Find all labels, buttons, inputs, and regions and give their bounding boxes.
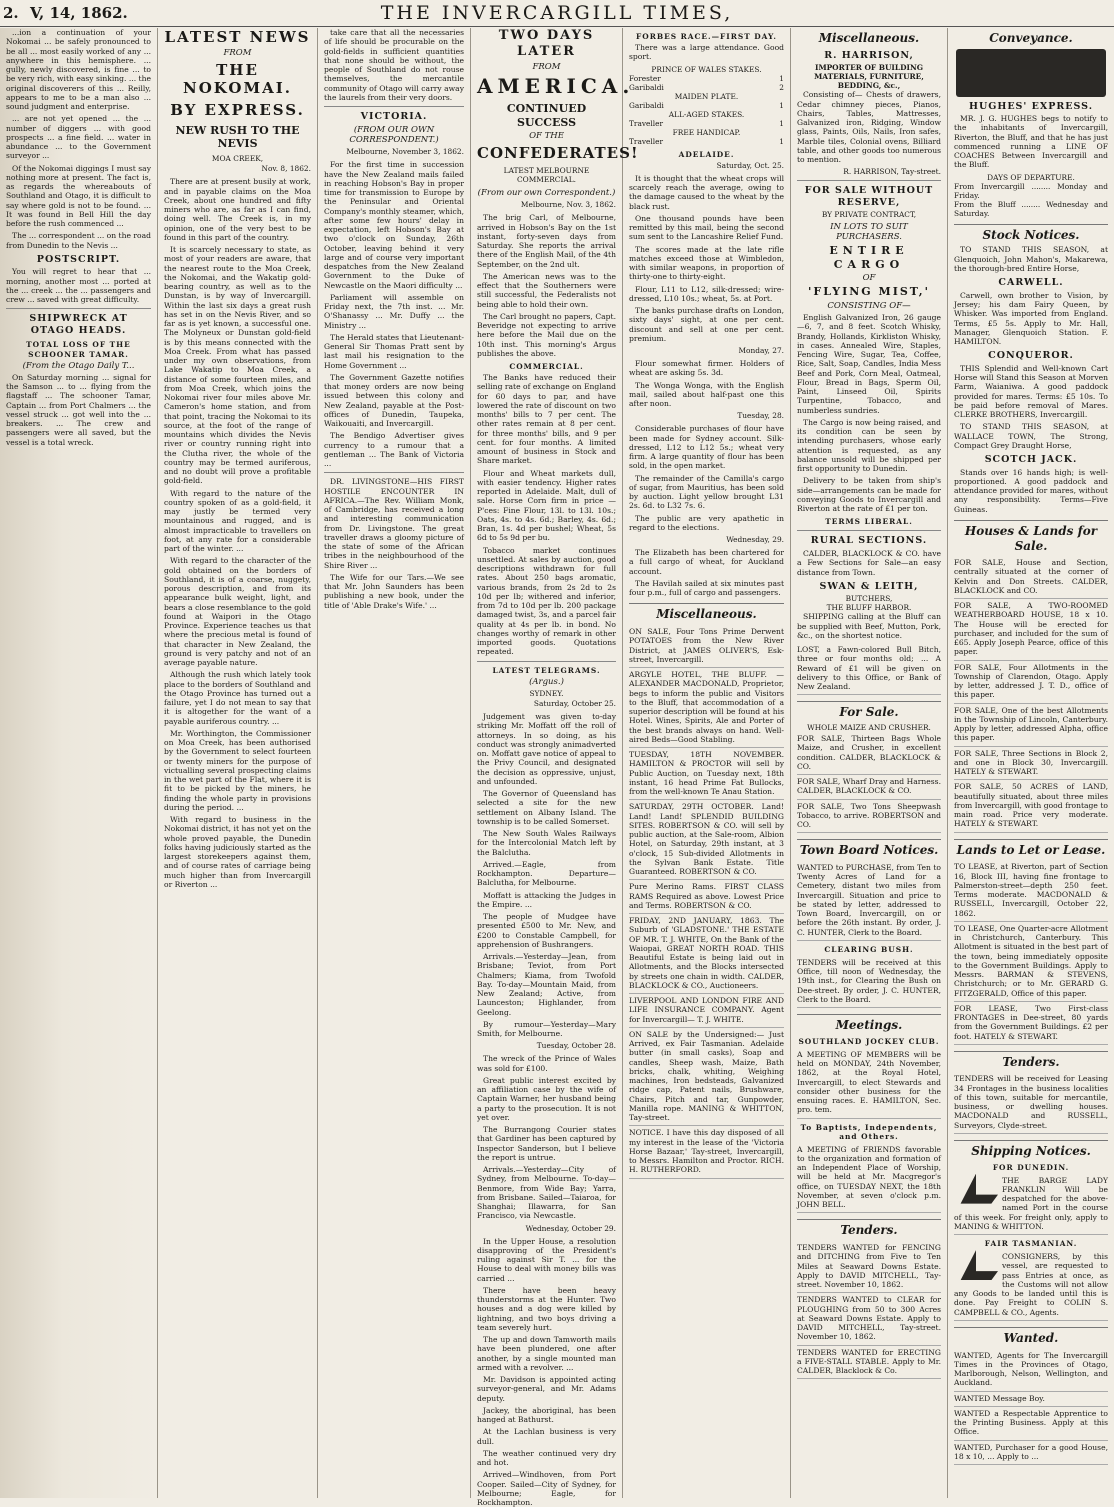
telegrams-sydney: SYDNEY. [529, 689, 564, 699]
telegram-paragraph: The Burrangong Courier states that Gardiner has been captured by Inspector Sanderson, but I believe the report is untrue. [477, 1125, 616, 1162]
headline-new-rush: NEW RUSH TO THE NEVIS [175, 123, 300, 150]
harrison-title: IMPORTER OF BUILDING MATERIALS, FURNITURE, BEDDING, &c., [814, 63, 924, 91]
carwell-text: Carwell, own brother to Vision, by Jersey; his dam Fairy Queen, by Whisker. Was imported from England. Terms, £5 5s. Apply to Mr. Hall, Manager, Glenquoich Station. F. HAMILTON. [954, 290, 1108, 347]
headline-from: FROM [223, 48, 252, 59]
article-paragraph: The Herald states that Lieutenant-General Sir Thomas Pratt sent by last mail his resignation to the Home Government ... [324, 332, 464, 370]
adelaide-paragraph: The public are very apathetic in regard to the elections. [629, 513, 784, 532]
telegram-paragraph: The weather continued very dry and hot. [477, 1448, 616, 1468]
advertisement: WANTED to PURCHASE, from Ten to Twenty Acres of Land for a Cemetery, distant two miles from Invercargill. Situation and price to be stated by letter, addressed to Town Board, Invercargill, on or before the 26th instant. By order, J. C. HUNTER, Clerk to the Board. [797, 861, 941, 941]
carwell-intro: TO STAND THIS SEASON, at Glenquoich, John Mahon's, Makarewa, the thorough-bred Entire Horse, [954, 245, 1108, 273]
advertisement: LIVERPOOL AND LONDON FIRE AND LIFE INSURANCE COMPANY. Agent for Invercargill— T. J. WHITE. [629, 994, 784, 1028]
reserve-sub2: IN LOTS TO SUIT PURCHASERS. [830, 221, 908, 242]
livingstone-paragraph: DR. LIVINGSTONE—HIS FIRST HOSTILE ENCOUNTER IN AFRICA.—The Rev. William Monk, of Cambridge, has received a long and interesting communication from Dr. Livingstone. The great traveller draws a gloomy picture of the state of some of the African tribes in the neighbourhood of the Shire River ... [324, 477, 464, 570]
scotch-name: SCOTCH JACK. [984, 454, 1078, 466]
newspaper-title: THE INVERCARGILL TIMES, [380, 2, 734, 24]
article-paragraph: The Bendigo Advertiser gives currency to a rumour that a gentleman ... The Bank of Victoria ... [324, 431, 464, 469]
advertisement: FOR SALE, Thirteen Bags Whole Maize, and Crusher, in excellent condition. CALDER, BLACKLOCK & CO. [797, 732, 941, 775]
victoria-source: (FROM OUR OWN CORRESPONDENT.) [349, 124, 439, 145]
column-2 [158, 28, 318, 1498]
adelaide-date: Monday, 27. [738, 346, 784, 356]
headline-two-days-later: TWO DAYS LATER [498, 28, 595, 59]
dateline: Melbourne, Nov. 3, 1862. [520, 200, 616, 210]
article-paragraph: The brig Carl, of Melbourne, arrived in Hobson's Bay on the 1st instant, forty-seven days from Saturday. She reports the arrival there of the English Mail, of the 4th September, on the 2nd ult. [477, 213, 616, 269]
shipwreck-heading: SHIPWRECK AT OTAGO HEADS. [29, 313, 128, 336]
section-heading-stock: Stock Notices. [954, 224, 1108, 243]
column-5 [623, 28, 791, 1498]
advertisement: WANTED a Respectable Apprentice to the Printing Business. Apply at this Office. [954, 1407, 1108, 1441]
advertisement: TENDERS WANTED to CLEAR for PLOUGHING from 50 to 300 Acres at Seaward Downs Estate. Apply to DAVID MITCHELL, Tay-street. November 10, 1862. [797, 1293, 941, 1345]
cargo-heading: ENTIRE CARGO [829, 244, 909, 271]
article-paragraph: With regard to the nature of the country spoken of as a gold-field, it may justly be termed very mountainous and rugged, and is almost impracticable to travellers on foot, at any rate for a considerable part of the winter. ... [164, 488, 311, 554]
column-4 [471, 28, 639, 1507]
advertisement: FOR SALE, Four Allotments in the Township of Clarendon, Otago. Apply by letter, addressed J. T. D., office of this paper. [954, 661, 1108, 704]
advertisement: ARGYLE HOTEL, THE BLUFF. — ALEXANDER MACDONALD, Proprietor, begs to inform the public and Visitors to the Bluff, that accommodation of a superior description will be found at his Hotel. Wines, Spirits, Ale and Porter of the best brands always on hand. Well-aired Beds—Good Stabling. [629, 668, 784, 748]
headline-america: AMERICA. [477, 74, 635, 99]
swan-sub: BUTCHERS, [845, 594, 893, 604]
masthead [0, 0, 1114, 27]
race-row [629, 137, 784, 146]
race-horse: Traveller [629, 118, 664, 128]
baptists-heading: To Baptists, Independents, and Others. [800, 1122, 938, 1141]
advertisement: TO LEASE, at Riverton, part of Section 16, Block III, having fine frontage to Palmerston-street—depth 250 feet. Terms moderate. MACDONALD & RUSSELL, Invercargill, October 22, 1862. [954, 860, 1108, 922]
cargo-ship: 'FLYING MIST,' [808, 285, 930, 299]
page-number: 2. [3, 4, 19, 22]
cargo-of: OF [862, 273, 876, 284]
telegrams-heading: LATEST TELEGRAMS. [492, 665, 601, 675]
advertisement-lost: LOST, a Fawn-colored Bull Bitch, three or four months old; ... A Reward of £1 will be given on delivery to this Office, or Bank of New Zealand. [797, 643, 941, 695]
advertisement: FOR SALE, 50 ACRES of LAND, beautifully situated, about three miles from Invercargill, with good frontage to main road. Price very moderate. HATELY & STEWART. [954, 780, 1108, 832]
advertisement: ON SALE, Four Tons Prime Derwent POTATOES from the New River District, at JAMES OLIVER'S, Esk-street, Invercargill. [629, 625, 784, 668]
headline-from: FROM [532, 61, 561, 72]
race-row [629, 110, 784, 119]
headline-confederates: CONFEDERATES! [477, 143, 639, 162]
races-heading: FORBES RACE.—FIRST DAY. [636, 32, 777, 41]
adelaide-paragraph: Considerable purchases of flour have been made for Sydney account. Silk-dressed, L12 to L12 5s.; wheat very firm. A large quantity of flour has been sold, in the open market. [629, 424, 784, 471]
issue-date: V, 14, 1862. [30, 4, 128, 22]
adelaide-paragraph: The Wonga Wonga, with the English mail, sailed about half-past one this after noon. [629, 380, 784, 409]
telegram-paragraph: The Governor of Queensland has selected a site for the new settlement on Albany Island. The township is to be called Somerset. [477, 789, 616, 826]
advertisement: WANTED Message Boy. [954, 1392, 1108, 1407]
article-paragraph: With regard to the character of the gold obtained on the borders of Southland, it is of a coarse, nuggety, porous description, and from its appearance bulk weight, light, and bears a close resemblance to the gold found at Waipori in the Otago Province. Experience teaches us that where the precious metal is found of that character in New Zealand, the ground is very patchy and not of an average payable nature. [164, 556, 311, 668]
races-intro: There was a large attendance. Good sport. [629, 43, 784, 62]
tasmanian-heading: FAIR TASMANIAN. [984, 1239, 1078, 1249]
column-7 [948, 28, 1114, 1498]
telegram-paragraph: There have been heavy thunderstorms at the Hunter. Two houses and a dog were killed by lightning, and two boys driving a team severely hurt. [477, 1285, 616, 1332]
article-paragraph: ... are not yet opened ... the ... number of diggers ... with good prospects ... a fine field. ... water in abundance ... to the Government surveyor ... [6, 114, 151, 161]
column-6 [791, 28, 948, 1498]
divider [797, 530, 941, 531]
article-paragraph: It is scarcely necessary to state, as most of your readers are aware, that the nearest route to the Moa Creek, the Nokomai, and the Wakatip gold-bearing country, as well as to the Dunstan, is by way of Invercargill. Within the last six days a great rush has set in on the Nevis River, and so far as is yet known, a successful one. The Molyneux or Dunstan gold-field is by this means connected with the Moa Creek. From what has passed under my own observations, from Lake Wakatip to Moa Creek, a distance of some fourteen miles, and from Moa Creek, which joins the Nokomai river four miles above Mr. Cameron's home station, and from that point, tracing the Nokomai to its source, at the foot of the range of mountains which divides the Nevis river or country running right into the Clutha river, the whole of the country may be termed auriferous, and no doubt will prove a profitable gold-field. [164, 245, 311, 486]
conqueror-heading: CONQUEROR. [988, 350, 1074, 362]
advertisement: FOR LEASE, Two First-class FRONTAGES in Dee-street, 80 yards from the Government Buildings. £2 per foot. HATELY & STEWART. [954, 1002, 1108, 1045]
terms-liberal: TERMS LIBERAL. [825, 517, 913, 527]
telegram-paragraph: The New South Wales Railways for the Intercolonial Match left by the Balclutha. [477, 829, 616, 857]
race-horse: Forester [629, 73, 661, 83]
postscript-heading: POSTSCRIPT. [36, 253, 121, 265]
telegram-paragraph: By rumour—Yesterday—Mary Smith, for Melbourne. [477, 1019, 616, 1039]
conqueror-text: THIS Splendid and Well-known Cart Horse will Stand this Season at Morven Farm, Waianiwa. A good paddock provided for mares. Terms: £5 10s. To be paid before removal of Mares. CLERKE BROTHERS, Invercargill. [954, 363, 1108, 420]
article-paragraph: Parliament will assemble on Friday next, the 7th inst. ... Mr. O'Shanassy ... Mr. Duffy ... the Ministry ... [324, 292, 464, 330]
race-row [629, 65, 784, 74]
cargo-note: The Cargo is now being raised, and its condition can be seen by intending purchasers, whose early attention is requested, as any balance unsold will be shipped per first opportunity to Dunedin. [797, 417, 941, 474]
advertisement: A MEETING OF MEMBERS will be held on MONDAY, 24th November, 1862, at the Royal Hotel, Invercargill, to elect Stewards and consider other business for the ensuing races. E. HAMILTON, Sec. pro. tem. [797, 1048, 941, 1119]
adelaide-paragraph: The Elizabeth has been chartered for a full cargo of wheat, for Auckland account. [629, 548, 784, 576]
advertisement: SATURDAY, 29TH OCTOBER. Land! Land! Land! SPLENDID BUILDING SITES. ROBERTSON & CO. will sell by public auction, at the Sale-room, Albion Hotel, on Saturday, 29th instant, at 3 o'clock, 15 Sub-divided Allotments in the Sylvan Bank Estate. Title Guaranteed. ROBERTSON & CO. [629, 800, 784, 880]
article-paragraph: The Government Gazette notifies that money orders are now being issued between this colony and New Zealand, payable at the Post-offices of Dunedin, Taupeka, Waikouaiti, and Invercargill. [324, 372, 464, 429]
adelaide-date: Tuesday, 28. [737, 411, 784, 421]
divider [324, 106, 464, 107]
article-paragraph: Mr. Worthington, the Commissioner on Moa Creek, has been authorised by the Government to select fourteen or twenty miners for the purpose of victualling several prospecting claims in the wet part of the Flat, where it is fit to be picked by the miners, he finding the whole party in provisions during the period. ... [164, 728, 311, 812]
adelaide-paragraph: It is thought that the wheat crops will scarcely reach the average, owing to the damage caused to the wheat by the black rust. [629, 173, 784, 211]
race-row [629, 92, 784, 101]
advertisement: CONSIGNERS, by this vessel, are requested to pass Entries at once, as the Customs will not allow any Goods to be landed until this is done. Pay Freight to COLIN S. CAMPBELL & CO., Agents. [954, 1250, 1108, 1321]
shipwreck-source: (From the Otago Daily T... [22, 360, 135, 371]
race-label: ALL-AGED STAKES. [668, 109, 745, 119]
advertisement: NOTICE. I have this day disposed of all my interest in the lease of the 'Victoria Horse Bazaar,' Tay-street, Invercargill, to Messrs. Hamilton and Proctor. RICH. H. RUTHERFORD. [629, 1126, 784, 1178]
commercial-paragraph: The Banks have reduced their selling rate of exchange on England for 60 days to par, and have lowered the rate of discount on two months' bills to 7 per cent. The other rates remain at 8 per cent. for three months' bills, and 9 per cent. for four months. A limited amount of business in Stock and Share market. [477, 373, 616, 466]
race-label: FREE HANDICAP. [672, 127, 741, 137]
race-row [629, 101, 784, 110]
section-heading-conveyance: Conveyance. [989, 31, 1073, 45]
advertisement: A MEETING of FRIENDS favorable to the organization and formation of an Independent Place of Worship, will be held at Mr. Macgregor's office, on TUESDAY NEXT, the 18th November, at seven o'clock p.m. JOHN BELL. [797, 1143, 941, 1214]
advertisement: FOR SALE, Wharf Dray and Harness. CALDER, BLACKLOCK & CO. [797, 775, 941, 800]
article-paragraph: take care that all the necessaries of life should be procurable on the gold-fields in sufficient quantities that none should be without, the people of Southland do not rouse themselves, the mercantile community of Otago will carry away the laurels from their very doors. [324, 28, 464, 102]
express-heading: HUGHES' EXPRESS. [968, 100, 1094, 112]
race-label: MAIDEN PLATE. [674, 91, 739, 101]
race-place: 1 [779, 100, 784, 110]
scotch-intro: TO STAND THIS SEASON, at WALLACE TOWN, The Strong, Compact Grey Draught Horse, [954, 422, 1108, 450]
commercial-paragraph: Tobacco market continues unsettled. At sales by auction, good descriptions withdrawn for full rates. About 250 bags aromatic, various brands, from 2s 2d to 2s 10d per lb; withered and inferior, from 7d to 10d per lb. 200 package damaged twist, 3s, and a parcel fair quality at 4s per lb. in bond. No changes worthy of remark in other imported goods. Quotations repeated. [477, 545, 616, 657]
column-1 [0, 28, 158, 1498]
article-paragraph: For the first time in succession have the New Zealand mails failed in reaching Hobson's Bay in proper time for transmission to Europe by the Peninsular and Oriental Company's monthly steamer, which, after some few hours' delay in expectation, left Hobson's Bay at two o'clock on Sunday, 26th October, leaving behind it very large and of course very important despatches from the New Zealand Government to the Duke of Newcastle on the Maori difficulty ... [324, 160, 464, 290]
divider [477, 661, 616, 662]
adelaide-paragraph: The remainder of the Camilla's cargo of sugar, from Mauritius, has been sold by auction. Light yellow brought L31 2s. 6d. to L32 7s. 6. [629, 473, 784, 511]
cargo-note: Delivery to be taken from ship's side—arrangements can be made for conveying Goods to Invercargill and Riverton at the rate of £1 per ton. [797, 476, 941, 514]
adelaide-paragraph: The scores made at the late rifle matches exceed those at Wimbledon, with similar weapons, in proportion of thirty-one to thirty-eight. [629, 244, 784, 282]
harrison-items: Consisting of— Chests of drawers, Cedar chimney pieces, Pianos, Chairs, Tables, Mattresses, Galvanized iron, Ridging, Window glass, Paints, Oils, Nails, Iron safes, Marble tiles, Colonial ovens, Billiard table, and other goods too numerous to mention. [797, 90, 941, 165]
adelaide-heading: ADELAIDE. [678, 149, 735, 159]
jockey-heading: SOUTHLAND JOCKEY CLUB. [798, 1036, 940, 1046]
rural-text: CALDER, BLACKLOCK & CO. have a Few Sections for Sale—an easy distance from Town. [797, 549, 941, 577]
advertisement: FOR SALE, A TWO-ROOMED WEATHERBOARD HOUSE, 18 x 10. The House will be erected for purchaser, and included for the sum of £65. Apply Joseph Pearce, office of this paper. [954, 599, 1108, 661]
telegram-paragraph: Arrived.—Eagle, from Rockhampton. Departure—Balclutha, for Melbourne. [477, 859, 616, 888]
adelaide-paragraph: The banks purchase drafts on London, sixty days' sight, at one per cent. discount and sell at one per cent. premium. [629, 306, 784, 343]
adelaide-paragraph: The Havilah sailed at six minutes past four p.m., full of cargo and passengers. [629, 578, 784, 598]
telegram-paragraph: Mr. Davidson is appointed acting surveyor-general, and Mr. Adams deputy. [477, 1375, 616, 1403]
coach-illustration [956, 49, 1106, 97]
telegram-paragraph: Arrivals.—Yesterday—City of Sydney, from Melbourne. To-day—Benmore, from Wide Bay; Yarra, from Brisbane. Sailed—Taiaroa, for Shanghai; Illawarra, for San Francisco, via Newcastle. [477, 1165, 616, 1221]
advertisement: THE BARGE LADY FRANKLIN Will be despatched for the above-named Port in the course of this week. For freight only, apply to MANING & WHITTON. [954, 1174, 1108, 1236]
telegram-paragraph: The people of Mudgee have presented £500 to Mr. New, and £200 to Constable Campbell, for apprehension of Bushrangers. [477, 912, 616, 949]
advertisement: TENDERS WANTED for ERECTING a FIVE-STALL STABLE. Apply to Mr. CALDER, Blacklock & Co. [797, 1346, 941, 1380]
telegram-paragraph: Great public interest excited by an affiliation case by the wife of Captain Warner, her husband being a party to the prosecution. It is not yet over. [477, 1075, 616, 1122]
rural-heading: RURAL SECTIONS. [810, 535, 928, 547]
headline-commercial: LATEST MELBOURNE COMMERCIAL. [503, 165, 590, 184]
article-paragraph: ...ion a continuation of your Nokomai ... be safely pronounced to be all ... most easily worked of any ... anywhere in this hemisphere. ... gully, newly discovered, is fine ... to be very rich, with easy sinking. ... the original discoverers of this ... Reilly, appears to me to be a man also ... sound judgment and enterprise. [6, 28, 151, 111]
clearing-heading: CLEARING BUSH. [824, 944, 914, 954]
advertisement: WANTED, Agents for The Invercargill Times in the Provinces of Otago, Marlborough, Nelson, Wellington, and Auckland. [954, 1349, 1108, 1392]
dunedin-heading: FOR DUNEDIN. [992, 1162, 1070, 1172]
reserve-sub: BY PRIVATE CONTRACT, [821, 210, 917, 220]
race-horse: Garibaldi [629, 100, 664, 110]
race-place: 2 [779, 82, 784, 92]
race-label: PRINCE OF WALES STAKES. [651, 64, 762, 74]
telegram-date: Tuesday, October 28. [536, 1041, 616, 1051]
express-text: MR. J. G. HUGHES begs to notify to the inhabitants of Invercargill, Riverton, the Bluff, and that he has just commenced running a LINE OF COACHES Between Invercargill and the Bluff. [954, 114, 1108, 170]
telegram-paragraph: Judgement was given to-day striking Mr. Moffatt off the roll of attorneys. In so doing, as his conduct was strongly animadverted on. Moffatt gave notice of appeal to the Privy Council, and designated the decision as oppressive, unjust, and unfounded. [477, 712, 616, 786]
race-results [629, 65, 784, 146]
article-paragraph: With regard to business in the Nokomai district, it has not yet on the whole proved payable, the Dunedin folks having judiciously started as the largest storekeepers against them, and of course rates of carriage being much higher than from Invercargill or Riverton ... [164, 815, 311, 889]
headline-of-the: OF THE [529, 131, 564, 142]
section-heading-lands-to-let: Lands to Let or Lease. [954, 839, 1108, 858]
cargo-list: English Galvanized Iron, 26 gauge—6, 7, and 8 feet. Scotch Whisky, Brandy, Hollands, Kirkliston Whisky, in cases. Annealed Wire, Staples, Fencing Wire, Sugar, Tea, Coffee, Rice, Salt, Soap, Candles, India Mess Beef and Pork, Corn Meal, Oatmeal, Flour, Bread in Bags, Sperm Oil, Paint, Linseed Oil, Spirits Turpentine, Tobacco, and numberless sundries. [797, 313, 941, 415]
section-heading-tenders: Tenders. [797, 1219, 941, 1238]
section-heading-meetings: Meetings. [797, 1014, 941, 1033]
advertisement: FOR SALE, Two Tons Sheepwash Tobacco, to arrive. ROBERTSON and CO. [797, 800, 941, 834]
swan-sub2: THE BLUFF HARBOR. [826, 603, 912, 613]
express-schedule: From the Bluff ........ Wednesday and Saturday. [954, 199, 1108, 218]
race-place: 1 [779, 118, 784, 128]
article-paragraph: The ... correspondent ... on the road from Dunedin to the Nevis ... [6, 231, 152, 250]
scotch-text: Stands over 16 hands high; is well-proportioned. A good paddock and attendance provided for mares, without any responsibility. Terms—Five Guineas. [954, 467, 1108, 514]
dateline-place: MOA CREEK, [211, 154, 264, 164]
advertisement: WHOLE MAIZE AND CRUSHER. [807, 723, 931, 733]
telegram-paragraph: Moffatt is attacking the Judges in the Empire. ... [477, 890, 616, 909]
carwell-name: CARWELL. [998, 277, 1064, 289]
advertisement: Pure Merino Rams. FIRST CLASS RAMS Required as above. Lowest Price and Terms. ROBERTSON & CO. [629, 880, 784, 914]
swan-text: SHIPPING calling at the Bluff can be supplied with Beef, Mutton, Pork, &c., on the shortest notice. [797, 612, 941, 640]
adelaide-paragraph: One thousand pounds have been remitted by this mail, being the second sum sent to the Lancashire Relief Fund. [629, 213, 784, 242]
advertisement: FOR SALE, House and Section, centrally situated at the corner of Kelvin and Don Streets. CALDER, BLACKLOCK and CO. [954, 556, 1108, 599]
dateline-date: Nov. 8, 1862. [261, 164, 311, 174]
race-place: 1 [779, 73, 784, 83]
headline-by-express: BY EXPRESS. [170, 101, 305, 120]
shipwreck-subheading: TOTAL LOSS OF THE SCHOONER TAMAR. [26, 340, 131, 359]
section-heading-tenders: Tenders. [954, 1051, 1108, 1070]
section-heading-shipping: Shipping Notices. [954, 1140, 1108, 1159]
section-heading-miscellaneous: Miscellaneous. [629, 603, 784, 622]
telegram-date: Wednesday, October 29. [525, 1223, 616, 1233]
column-3 [318, 28, 471, 1498]
section-heading-town-board: Town Board Notices. [797, 839, 941, 858]
article-paragraph: There are at present busily at work, and in payable claims on the Moa Creek, about one hundred and fifty miners who are, as far as I can find, doing well. The Creek is, in my opinion, one of the very best to be found in this part of the country. [164, 177, 311, 242]
telegram-paragraph: In the Upper House, a resolution disapproving of the President's ruling against Sir T. ... for the House to deal with money bills was carried ... [477, 1236, 616, 1283]
wife-paragraph: The Wife for our Tars.—We see that Mr. John Saunders has been publishing a new book, under the title of 'Able Drake's Wife.' ... [324, 572, 464, 610]
race-horse: Garibaldi [629, 82, 664, 92]
article-paragraph: Of the Nokomai diggings I must say nothing more at present. The fact is, as regards the whereabouts of Southland and Otago, it is difficult to say where gold is not to be found. ... It was found in Bell Hill the day before the rush commenced ... [6, 163, 151, 228]
article-paragraph: Although the rush which lately took place to the borders of Southland and the Otago Province has turned out a failure, yet I do not mean to say that it is altogether for the want of a payable auriferous country. ... [164, 670, 311, 726]
telegram-date: Saturday, October 25. [533, 699, 616, 709]
harrison-signature: R. HARRISON, Tay-street. [843, 167, 941, 177]
section-heading-houses: Houses & Lands for Sale. [954, 520, 1108, 553]
telegram-paragraph: The wreck of the Prince of Wales was sold for £100. [477, 1054, 616, 1073]
advertisement: ON SALE by the Undersigned:— Just Arrived, ex Fair Tasmanian. Adelaide butter (in small casks), Soap and candles, Sheep wash, Maize, Bath bricks, chalk, whiting, Weighing machines, Iron bedsteads, Galvanized ridge cap, Patent nails, Brushware, Chairs, Pitch and tar, Gunpowder, Manilla rope. MANING & WHITTON, Tay-street. [629, 1028, 784, 1127]
victoria-heading: VICTORIA. [360, 111, 428, 122]
advertisement: TENDERS will be received for Leasing 34 Frontages in the business localities of this town, suitable for mercantile, business, or dwelling houses. MACDONALD and RUSSELL, Surveyors, Clyde-street. [954, 1072, 1108, 1134]
advertisement: FRIDAY, 2ND JANUARY, 1863. The Suburb of 'GLADSTONE.' THE ESTATE OF MR. T. J. WHITE, On the Bank of the Waiopai, GREAT NORTH ROAD. THIS Beautiful Estate is being laid out in Allotments, and the Blocks intersected by streets one chain in width. CALDER, BLACKLOCK & CO., Auctioneers. [629, 914, 784, 994]
advertisement: TO LEASE, One Quarter-acre Allotment in Christchurch, Canterbury. This Allotment is situated in the best part of the town, being immediately opposite to the Government Buildings. Apply to Messrs. BARMAN & STEVENS, Christchurch; or to Mr. GERARD G. FITZGERALD, Office of this paper. [954, 922, 1108, 1002]
shipwreck-text: On Saturday morning ... signal for the Samson ... to ... flying from the flagstaff ... The schooner Tamar, Captain ... from Port Chalmers ... the vessel struck ... got well into the ... breakers. ... The crew and passengers were all saved, but the vessel is a total wreck. [6, 372, 151, 447]
section-heading-wanted: Wanted. [954, 1327, 1108, 1346]
telegram-paragraph: Arrived—Windhoven, from Port Cooper. Sailed—City of Sydney, for Melbourne; Eagle, for Rockhampton. [477, 1470, 616, 1507]
telegram-paragraph: Jackey, the aboriginal, has been hanged at Bathurst. [477, 1405, 616, 1425]
race-row [629, 119, 784, 128]
commercial-paragraph: Flour and Wheat markets dull, with easier tendency. Higher rates reported in Adelaide. Malt, dull of sale. Horse Corn firm in price — P'ces: Fine Flour, 13l. to 13l. 10s.; Oats, 4s. to 4s. 6d.; Barley, 4s. 6d.; Bran, 1s. 4d per bushel; Wheat, 5s 6d to 5s 9d per bu. [477, 468, 616, 543]
adelaide-date: Saturday, Oct. 25. [716, 160, 784, 170]
advertisement: WANTED, Purchaser for a good House, 18 x 10, ... Apply to ... [954, 1441, 1108, 1466]
adelaide-paragraph: Flour, L11 to L12, silk-dressed; wire-dressed, L10 10s.; wheat, 5s. at Port. [629, 284, 784, 303]
harrison-name: R. HARRISON, [824, 49, 914, 61]
telegram-paragraph: Arrivals.—Yesterday—Jean, from Brisbane; Teviot, from Port Chalmers; Kiama, from Twofold Bay. To-day—Mountain Maid, from New Zealand; Active, from Launceston; Highlander, from Geelong. [477, 952, 616, 1017]
article-paragraph: The Carl brought no papers, Capt. Beveridge not expecting to arrive here before the Mail due on the 10th inst. This morning's Argus publishes the above. [477, 311, 616, 358]
correspondent-source: (From our own Correspondent.) [477, 188, 616, 198]
article-paragraph: The American news was to the effect that the Southerners were still successful, the Federalists not being able to hold their own. [477, 271, 616, 309]
commercial-heading: COMMERCIAL. [509, 362, 584, 372]
advertisement: FOR SALE, Three Sections in Block 2, and one in Block 30, Invercargill. HATELY & STEWART. [954, 747, 1108, 781]
swan-heading: SWAN & LEITH, [819, 580, 919, 592]
telegrams-source: (Argus.) [529, 676, 564, 687]
section-heading-miscellaneous: Miscellaneous. [818, 31, 920, 45]
section-heading-for-sale: For Sale. [797, 701, 941, 720]
race-row [629, 74, 784, 83]
reserve-heading: FOR SALE WITHOUT RESERVE, [804, 185, 934, 208]
express-schedule: From Invercargill ........ Monday and Friday. [954, 181, 1108, 200]
race-horse: Traveller [629, 136, 664, 146]
telegram-paragraph: At the Lachlan business is very dull. [477, 1427, 616, 1446]
race-place: 1 [779, 136, 784, 146]
advertisement: TUESDAY, 18TH NOVEMBER. HAMILTON & PROCTOR will sell by Public Auction, on Tuesday next, 18th instant, 16 head Prime Fat Bullocks, from the well-known Te Anau Station. [629, 748, 784, 800]
advertisement: TENDERS WANTED for FENCING and DITCHING from Five to Ten Miles at Seaward Downs Estate. Apply to DAVID MITCHELL, Tay-street. November 10, 1862. [797, 1241, 941, 1293]
race-row [629, 128, 784, 137]
advertisement: FOR SALE, One of the best Allotments in the Township of Lincoln, Canterbury. Apply by letter, addressed Alpha, office this paper. [954, 704, 1108, 747]
race-row [629, 83, 784, 92]
divider [6, 308, 151, 309]
telegram-paragraph: The up and down Tamworth mails have been plundered, one after another, by a single mounted man armed with a revolver. ... [477, 1335, 616, 1372]
divider [797, 180, 941, 181]
adelaide-date: Wednesday, 29. [726, 535, 784, 545]
headline-latest-news: LATEST NEWS [164, 28, 311, 46]
advertisement: TENDERS will be received at this Office, till noon of Wednesday, the 19th inst., for Clearing the Bush on Dee-street. By order, J. C. HUNTER, Clerk to the Board. [797, 956, 941, 1008]
victoria-date: Melbourne, November 3, 1862. [346, 147, 464, 157]
express-days: DAYS OF DEPARTURE. [987, 172, 1075, 182]
postscript-text: You will regret to hear that ... morning, another most ... ported at the ... creek ... the ... passengers and crew ... saved with great difficulty. [6, 267, 151, 305]
headline-continued-success: CONTINUED SUCCESS [506, 102, 587, 129]
cargo-consisting: CONSISTING OF— [827, 300, 911, 311]
divider [324, 472, 464, 473]
headline-nokomai: THE NOKOMAI. [183, 60, 292, 97]
adelaide-paragraph: Flour somewhat firmer. Holders of wheat are asking 5s. 3d. [629, 359, 784, 378]
